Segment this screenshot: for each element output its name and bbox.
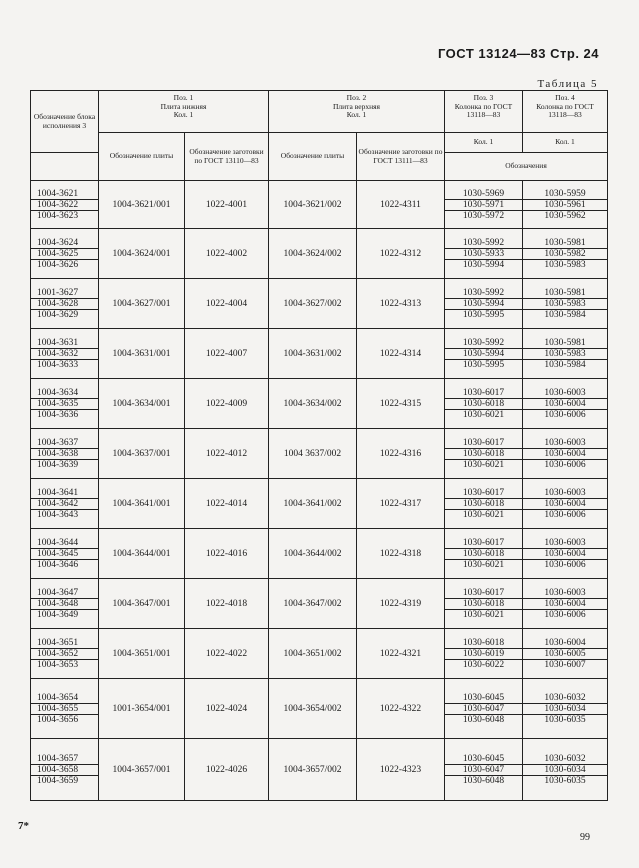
pos3-columns-value: 1030-6047	[445, 765, 522, 776]
pos3-columns-value: 1030-6017	[445, 488, 522, 499]
pos4-columns-value: 1030-5982	[523, 249, 607, 260]
pos3-columns	[445, 181, 523, 229]
pos4-columns-value: 1030-5983	[544, 259, 586, 270]
block-designations-value: 1004-3625	[31, 249, 98, 260]
pos1-blank: 1022-4002	[185, 229, 269, 279]
pos4-columns-value: 1030-6006	[544, 559, 586, 570]
pos1-blank: 1022-4004	[185, 279, 269, 329]
pos3-columns-value: 1030-5995	[462, 309, 505, 320]
pos1-blank: 1022-4007	[185, 329, 269, 379]
pos2-plate: 1004-3641/002	[269, 479, 357, 529]
pos3-columns	[445, 329, 523, 379]
block-designations	[31, 529, 99, 579]
pos3-columns	[445, 379, 523, 429]
pos2-blank: 1022-4315	[357, 379, 445, 429]
header-pos3	[445, 91, 523, 133]
pos2-plate: 1004-3627/002	[269, 279, 357, 329]
table-row	[31, 329, 608, 379]
block-designations	[31, 329, 99, 379]
pos4-columns-value: 1030-6032	[523, 693, 607, 704]
header-pos4-subtitle: Колонка по ГОСТ	[536, 101, 594, 111]
block-designations-value: 1004-3649	[37, 609, 79, 620]
header-pos3-kol: Кол. 1	[445, 133, 523, 153]
table-row	[31, 739, 608, 801]
pos1-plate: 1004-3631/001	[99, 329, 185, 379]
pos4-columns	[523, 629, 608, 679]
pos3-columns-value: 1030-5995	[462, 359, 505, 370]
header-pos2-plate: Обозначение плиты	[269, 133, 357, 181]
pos1-plate: 1004-3647/001	[99, 579, 185, 629]
pos4-columns-value: 1030-6004	[523, 399, 607, 410]
block-designations-value: 1004-3637	[31, 438, 98, 449]
pos1-plate: 1001-3654/001	[99, 679, 185, 739]
table-row	[31, 679, 608, 739]
pos2-plate: 1004-3624/002	[269, 229, 357, 279]
pos2-plate: 1004-3647/002	[269, 579, 357, 629]
page-header: ГОСТ 13124—83 Стр. 24	[437, 46, 599, 61]
pos2-blank: 1022-4312	[357, 229, 445, 279]
pos4-columns-value: 1030-5981	[523, 288, 607, 299]
header-pos1-blank: Обозначение заготовки по ГОСТ 13110—83	[185, 133, 269, 181]
footer-mark: 7*	[18, 820, 29, 832]
pos3-columns-value: 1030-6021	[462, 559, 505, 570]
table-row	[31, 279, 608, 329]
block-designations-value: 1004-3636	[37, 409, 79, 420]
pos4-columns-value: 1030-5983	[523, 349, 607, 360]
block-designations-value: 1004-3629	[37, 309, 79, 320]
block-designations-value: 1004-3652	[31, 649, 98, 660]
pos4-columns-value: 1030-6004	[523, 499, 607, 510]
table-row	[31, 529, 608, 579]
spec-table	[30, 90, 608, 801]
pos4-columns-value: 1030-6004	[523, 549, 607, 560]
pos4-columns-value: 1030-6006	[544, 459, 586, 470]
pos4-columns-value: 1030-6004	[523, 449, 607, 460]
header-block-spacer	[31, 153, 99, 181]
pos3-columns	[445, 529, 523, 579]
pos4-columns-value: 1030-6035	[544, 775, 586, 786]
pos3-columns-value: 1030-5994	[445, 299, 522, 310]
block-designations-value: 1004-3626	[37, 259, 79, 270]
pos4-columns-value: 1030-6005	[523, 649, 607, 660]
block-designations-value: 1004-3655	[31, 704, 98, 715]
block-designations-value: 1004-3638	[31, 449, 98, 460]
block-designations-value: 1004-3634	[31, 388, 98, 399]
pos2-plate: 1004-3621/002	[269, 181, 357, 229]
block-designations	[31, 629, 99, 679]
block-designations-value: 1004-3648	[31, 599, 98, 610]
header-block: Обозначение блока исполнения 3	[31, 91, 99, 153]
block-designations-value: 1004-3659	[37, 775, 79, 786]
block-designations	[31, 479, 99, 529]
block-designations-value: 1004-3631	[31, 338, 98, 349]
block-designations-value: 1004-3635	[31, 399, 98, 410]
pos4-columns-value: 1030-6003	[523, 538, 607, 549]
block-designations-value: 1004-3654	[31, 693, 98, 704]
pos4-columns-value: 1030-5983	[523, 299, 607, 310]
pos3-columns	[445, 629, 523, 679]
block-designations-value: 1004-3628	[31, 299, 98, 310]
header-pos1-plate: Обозначение плиты	[99, 133, 185, 181]
block-designations	[31, 379, 99, 429]
header-pos3-title: Поз. 3	[473, 93, 494, 102]
pos4-columns	[523, 579, 608, 629]
pos2-blank: 1022-4323	[357, 739, 445, 801]
pos4-columns	[523, 181, 608, 229]
pos1-blank: 1022-4009	[185, 379, 269, 429]
header-pos4-std: 13118—83	[548, 110, 582, 119]
block-designations	[31, 739, 99, 801]
pos3-columns	[445, 429, 523, 479]
header-pos1-subtitle: Плита нижняя	[160, 101, 207, 111]
pos1-plate: 1004-3651/001	[99, 629, 185, 679]
pos4-columns-value: 1030-6003	[523, 588, 607, 599]
block-designations-value: 1004-3644	[31, 538, 98, 549]
table-row	[31, 379, 608, 429]
pos4-columns-value: 1030-6034	[523, 765, 607, 776]
pos3-columns	[445, 279, 523, 329]
pos3-columns-value: 1030-6017	[445, 588, 522, 599]
block-designations-value: 1004-3647	[31, 588, 98, 599]
pos3-columns-value: 1030-5994	[445, 349, 522, 360]
pos2-plate: 1004 3637/002	[269, 429, 357, 479]
pos4-columns-value: 1030-6032	[523, 754, 607, 765]
block-designations	[31, 579, 99, 629]
block-designations-value: 1004-3646	[37, 559, 79, 570]
block-designations-value: 1004-3658	[31, 765, 98, 776]
block-designations-value: 1004-3639	[37, 459, 79, 470]
pos3-columns-value: 1030-6018	[445, 549, 522, 560]
pos3-columns	[445, 229, 523, 279]
pos1-blank: 1022-4001	[185, 181, 269, 229]
pos1-blank: 1022-4018	[185, 579, 269, 629]
pos3-columns-value: 1030-5994	[462, 259, 505, 270]
header-pos2-title: Поз. 2	[346, 93, 367, 102]
pos3-columns-value: 1030-6021	[462, 459, 505, 470]
pos4-columns-value: 1030-5984	[544, 309, 586, 320]
pos1-plate: 1004-3624/001	[99, 229, 185, 279]
header-pos2	[269, 91, 445, 133]
pos2-plate: 1004-3631/002	[269, 329, 357, 379]
page-number: 99	[580, 832, 590, 843]
pos1-plate: 1004-3627/001	[99, 279, 185, 329]
header-pos4-title: Поз. 4	[555, 93, 575, 102]
header-pos3-std: 13118—83	[466, 110, 501, 119]
pos4-columns-value: 1030-5961	[523, 200, 607, 211]
pos3-columns-value: 1030-6022	[462, 659, 505, 670]
block-designations-value: 1004-3656	[37, 714, 79, 725]
table-header	[31, 91, 608, 181]
pos3-columns-value: 1030-6045	[445, 693, 522, 704]
pos1-blank: 1022-4014	[185, 479, 269, 529]
pos4-columns-value: 1030-6034	[523, 704, 607, 715]
pos2-blank: 1022-4319	[357, 579, 445, 629]
pos4-columns-value: 1030-6006	[544, 409, 586, 420]
pos3-columns-value: 1030-5969	[445, 189, 522, 200]
pos4-columns-value: 1030-5959	[523, 189, 607, 200]
pos3-columns-value: 1030-6018	[445, 499, 522, 510]
pos3-columns	[445, 479, 523, 529]
pos3-columns-value: 1030-6045	[445, 754, 522, 765]
table-body	[31, 181, 608, 801]
pos4-columns-value: 1030-6007	[544, 659, 586, 670]
block-designations-value: 1004-3643	[37, 509, 79, 520]
block-designations-value: 1004-3623	[37, 210, 79, 221]
pos3-columns	[445, 579, 523, 629]
header-pos2-blank: Обозначение заготовки по ГОСТ 13111—83	[357, 133, 445, 181]
header-pos1-kol: Кол. 1	[173, 110, 194, 119]
pos3-columns-value: 1030-5992	[445, 238, 522, 249]
block-designations-value: 1004-3632	[31, 349, 98, 360]
block-designations-value: 1004-3641	[31, 488, 98, 499]
pos3-columns-value: 1030-5992	[445, 288, 522, 299]
header-pos2-kol: Кол. 1	[346, 110, 367, 119]
pos2-plate: 1004-3651/002	[269, 629, 357, 679]
pos2-blank: 1022-4313	[357, 279, 445, 329]
pos4-columns-value: 1030-5981	[523, 338, 607, 349]
pos3-columns-value: 1030-6048	[462, 775, 505, 786]
pos4-columns	[523, 529, 608, 579]
block-designations-value: 1004-3651	[31, 638, 98, 649]
pos2-blank: 1022-4317	[357, 479, 445, 529]
pos3-columns-value: 1030-5933	[445, 249, 522, 260]
table-row	[31, 429, 608, 479]
pos3-columns-value: 1030-5992	[445, 338, 522, 349]
header-designations: Обозначения	[445, 153, 608, 181]
header-pos4	[523, 91, 608, 133]
header-pos1	[99, 91, 269, 133]
pos3-columns-value: 1030-6018	[445, 599, 522, 610]
pos1-plate: 1004-3637/001	[99, 429, 185, 479]
pos4-columns-value: 1030-6006	[544, 609, 586, 620]
pos4-columns-value: 1030-6003	[523, 388, 607, 399]
pos3-columns-value: 1030-6017	[445, 538, 522, 549]
pos4-columns-value: 1030-6003	[523, 438, 607, 449]
pos2-plate: 1004-3634/002	[269, 379, 357, 429]
pos4-columns-value: 1030-6003	[523, 488, 607, 499]
block-designations-value: 1004-3653	[37, 659, 79, 670]
pos3-columns-value: 1030-6047	[445, 704, 522, 715]
pos2-blank: 1022-4311	[357, 181, 445, 229]
pos2-plate: 1004-3657/002	[269, 739, 357, 801]
block-designations	[31, 181, 99, 229]
table-row	[31, 181, 608, 229]
block-designations	[31, 279, 99, 329]
block-designations-value: 1004-3621	[31, 189, 98, 200]
pos3-columns-value: 1030-6017	[445, 388, 522, 399]
pos3-columns-value: 1030-5972	[462, 210, 505, 221]
pos3-columns-value: 1030-6021	[462, 409, 505, 420]
block-designations	[31, 679, 99, 739]
pos3-columns	[445, 739, 523, 801]
pos4-columns	[523, 229, 608, 279]
pos1-plate: 1004-3641/001	[99, 479, 185, 529]
pos2-blank: 1022-4318	[357, 529, 445, 579]
pos4-columns-value: 1030-5962	[544, 210, 586, 221]
table-row	[31, 579, 608, 629]
pos3-columns	[445, 679, 523, 739]
pos2-blank: 1022-4322	[357, 679, 445, 739]
pos1-plate: 1004-3621/001	[99, 181, 185, 229]
block-designations-value: 1004-3645	[31, 549, 98, 560]
pos4-columns-value: 1030-5981	[523, 238, 607, 249]
block-designations-value: 1004-3657	[31, 754, 98, 765]
pos3-columns-value: 1030-6018	[445, 638, 522, 649]
pos2-blank: 1022-4321	[357, 629, 445, 679]
block-designations	[31, 429, 99, 479]
pos2-blank: 1022-4314	[357, 329, 445, 379]
pos4-columns-value: 1030-6004	[523, 599, 607, 610]
pos1-blank: 1022-4022	[185, 629, 269, 679]
pos1-plate: 1004-3644/001	[99, 529, 185, 579]
pos3-columns-value: 1030-6018	[445, 449, 522, 460]
pos1-blank: 1022-4016	[185, 529, 269, 579]
pos1-blank: 1022-4012	[185, 429, 269, 479]
header-pos4-kol: Кол. 1	[523, 133, 608, 153]
block-designations-value: 1004-3633	[37, 359, 79, 370]
block-designations	[31, 229, 99, 279]
table-row	[31, 629, 608, 679]
pos4-columns-value: 1030-6004	[523, 638, 607, 649]
table-row	[31, 229, 608, 279]
pos4-columns-value: 1030-5984	[544, 359, 586, 370]
pos4-columns	[523, 479, 608, 529]
pos2-blank: 1022-4316	[357, 429, 445, 479]
pos4-columns	[523, 279, 608, 329]
pos3-columns-value: 1030-6019	[445, 649, 522, 660]
pos1-plate: 1004-3657/001	[99, 739, 185, 801]
pos4-columns-value: 1030-6035	[544, 714, 586, 725]
pos4-columns	[523, 739, 608, 801]
block-designations-value: 1004-3622	[31, 200, 98, 211]
pos3-columns-value: 1030-6021	[462, 609, 505, 620]
pos3-columns-value: 1030-5971	[445, 200, 522, 211]
pos4-columns	[523, 429, 608, 479]
pos3-columns-value: 1030-6018	[445, 399, 522, 410]
block-designations-value: 1004-3642	[31, 499, 98, 510]
pos4-columns	[523, 329, 608, 379]
pos1-blank: 1022-4026	[185, 739, 269, 801]
header-pos2-subtitle: Плита верхняя	[333, 101, 380, 111]
pos4-columns	[523, 379, 608, 429]
pos4-columns	[523, 679, 608, 739]
pos3-columns-value: 1030-6021	[462, 509, 505, 520]
pos1-blank: 1022-4024	[185, 679, 269, 739]
table-label: Таблица 5	[537, 78, 598, 90]
pos2-plate: 1004-3654/002	[269, 679, 357, 739]
pos4-columns-value: 1030-6006	[544, 509, 586, 520]
header-pos1-title: Поз. 1	[173, 93, 194, 102]
pos3-columns-value: 1030-6017	[445, 438, 522, 449]
pos3-columns-value: 1030-6048	[462, 714, 505, 725]
block-designations-value: 1001-3627	[31, 288, 98, 299]
pos1-plate: 1004-3634/001	[99, 379, 185, 429]
header-pos3-subtitle: Колонка по ГОСТ	[454, 101, 513, 111]
pos2-plate: 1004-3644/002	[269, 529, 357, 579]
block-designations-value: 1004-3624	[31, 238, 98, 249]
table-row	[31, 479, 608, 529]
